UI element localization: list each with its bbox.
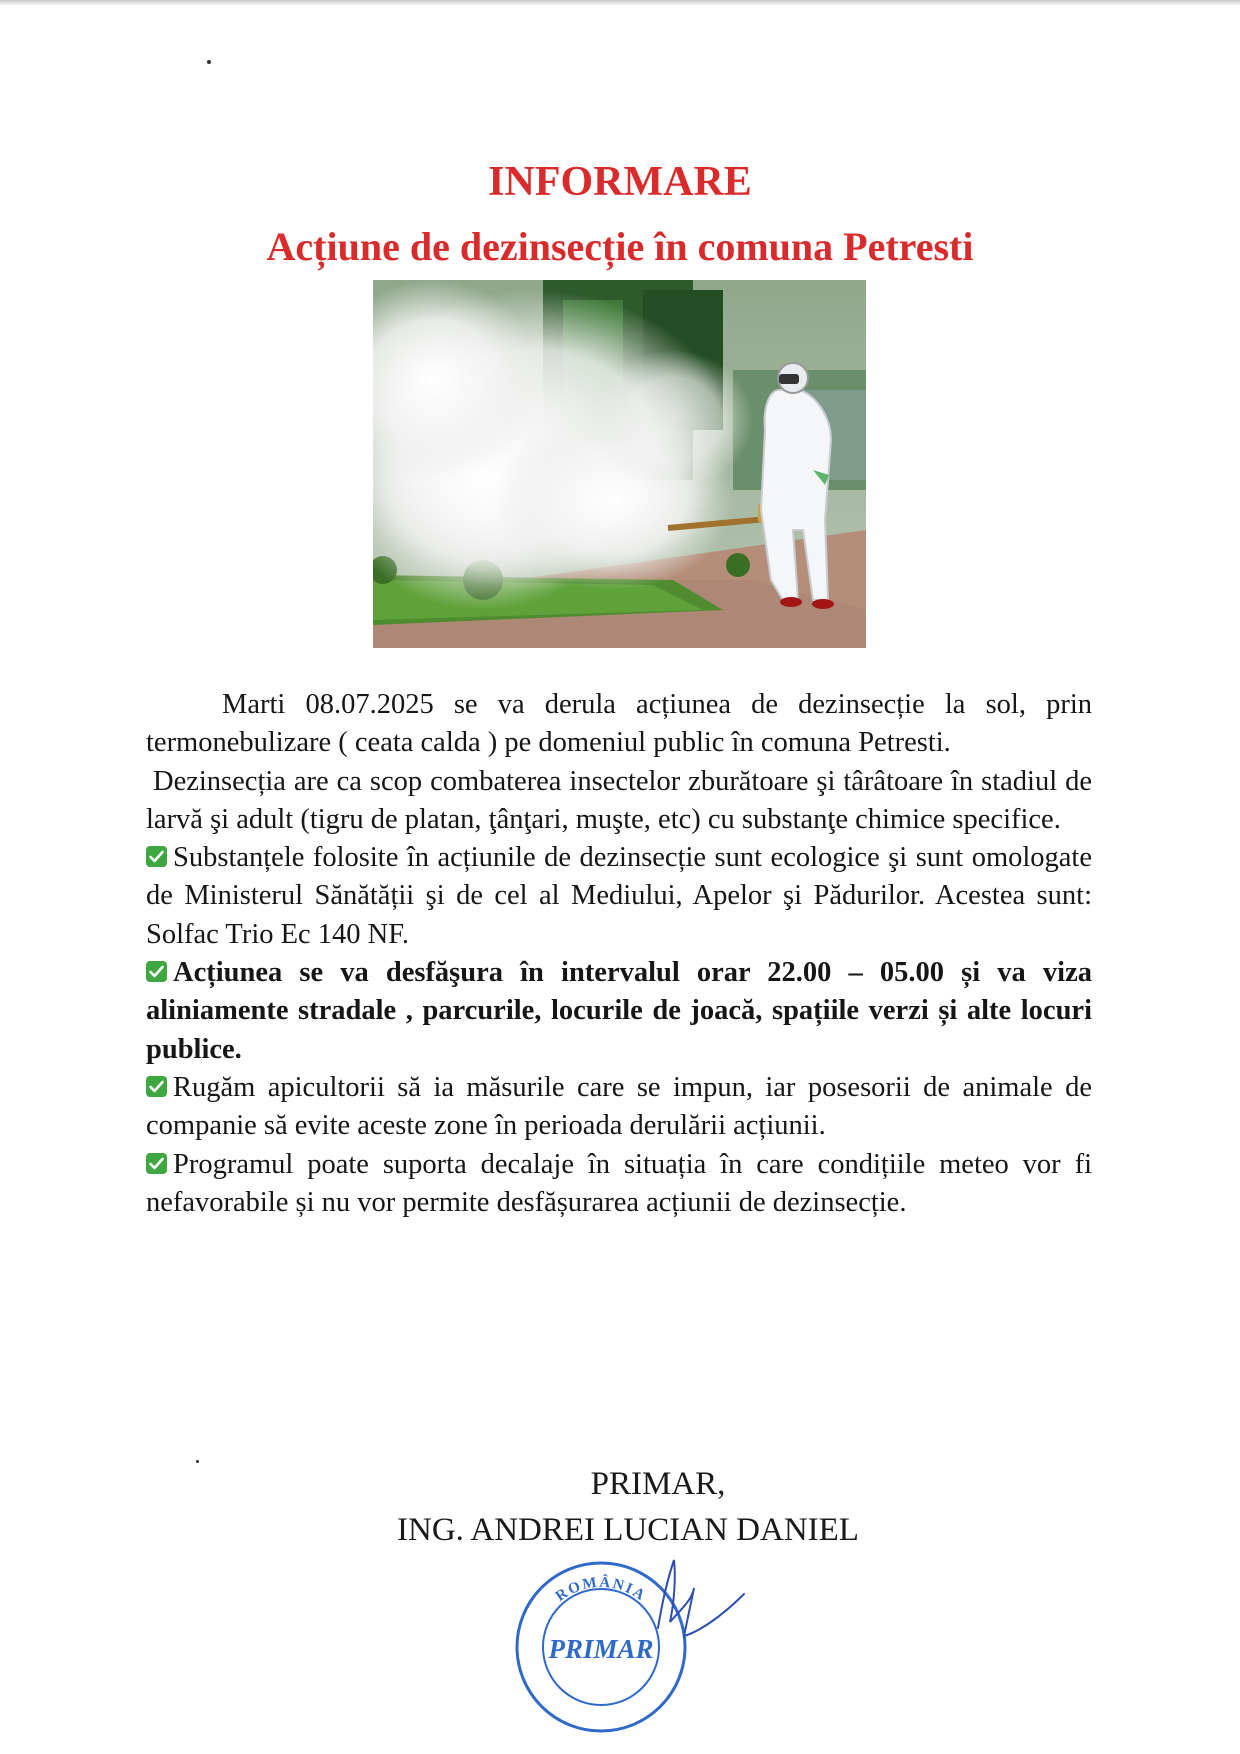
checkbox-icon bbox=[146, 846, 167, 867]
stamp-top-text: ROMÂNIA bbox=[552, 1574, 650, 1605]
scan-speck bbox=[207, 60, 211, 64]
checkbox-icon bbox=[146, 1076, 167, 1097]
scan-top-edge bbox=[0, 0, 1240, 6]
scan-speck bbox=[196, 1460, 199, 1463]
stamp-center-text: PRIMAR bbox=[548, 1634, 654, 1664]
svg-text:ROMÂNIA bbox=[553, 1574, 649, 1605]
paragraph-beekeepers bbox=[146, 1069, 1092, 1146]
document-title: INFORMARE bbox=[488, 159, 752, 205]
paragraph-substances bbox=[146, 839, 1092, 954]
fogging-worker-photo bbox=[373, 280, 866, 648]
paragraph-text: Acțiunea se va desfăşura în intervalul orar 22.00 – 05.00 și va viza aliniamente stradale , parcurile, locurile de joacă, spațiile verzi și alte locuri publice. bbox=[146, 957, 1092, 1065]
checkbox-icon bbox=[146, 1153, 167, 1174]
paragraph-schedule bbox=[146, 954, 1092, 1069]
signatory-name: ING. ANDREI LUCIAN DANIEL bbox=[397, 1512, 859, 1548]
checkbox-icon bbox=[146, 961, 167, 982]
handwritten-signature bbox=[640, 1548, 750, 1648]
announcement-body bbox=[146, 686, 1092, 1222]
signatory-role: PRIMAR, bbox=[590, 1466, 726, 1502]
paragraph-weather bbox=[146, 1146, 1092, 1223]
paragraph-text: Substanțele folosite în acțiunile de dezinsecție sunt ecologice şi sunt omologate de Ministerul Sănătății şi de cel al Mediului, Apelor şi Pădurilor. Acestea sunt: Solfac Trio Ec 140 NF. bbox=[146, 842, 1092, 950]
document-subtitle: Acțiune de dezinsecție în comuna Petresti bbox=[266, 224, 974, 269]
paragraph-purpose: Dezinsecția are ca scop combaterea insectelor zburătoare şi târâtoare în stadiul de larvă şi adult (tigru de platan, ţânţari, muşte, etc) cu substanţe chimice specifice. bbox=[146, 765, 1092, 835]
paragraph-text: Programul poate suporta decalaje în situația în care condițiile meteo vor fi nefavorabile și nu vor permite desfășurarea acțiunii de dezinsecție. bbox=[146, 1148, 1092, 1218]
paragraph-text: Rugăm apicultorii să ia măsurile care se impun, iar posesorii de animale de companie să evite aceste zone în perioada derulării acțiunii. bbox=[146, 1071, 1092, 1142]
paragraph-date: Marti 08.07.2025 se va derula acțiunea de dezinsecție la sol, prin termonebulizare ( ceata calda ) pe domeniul public în comuna Petresti. bbox=[146, 689, 1092, 759]
